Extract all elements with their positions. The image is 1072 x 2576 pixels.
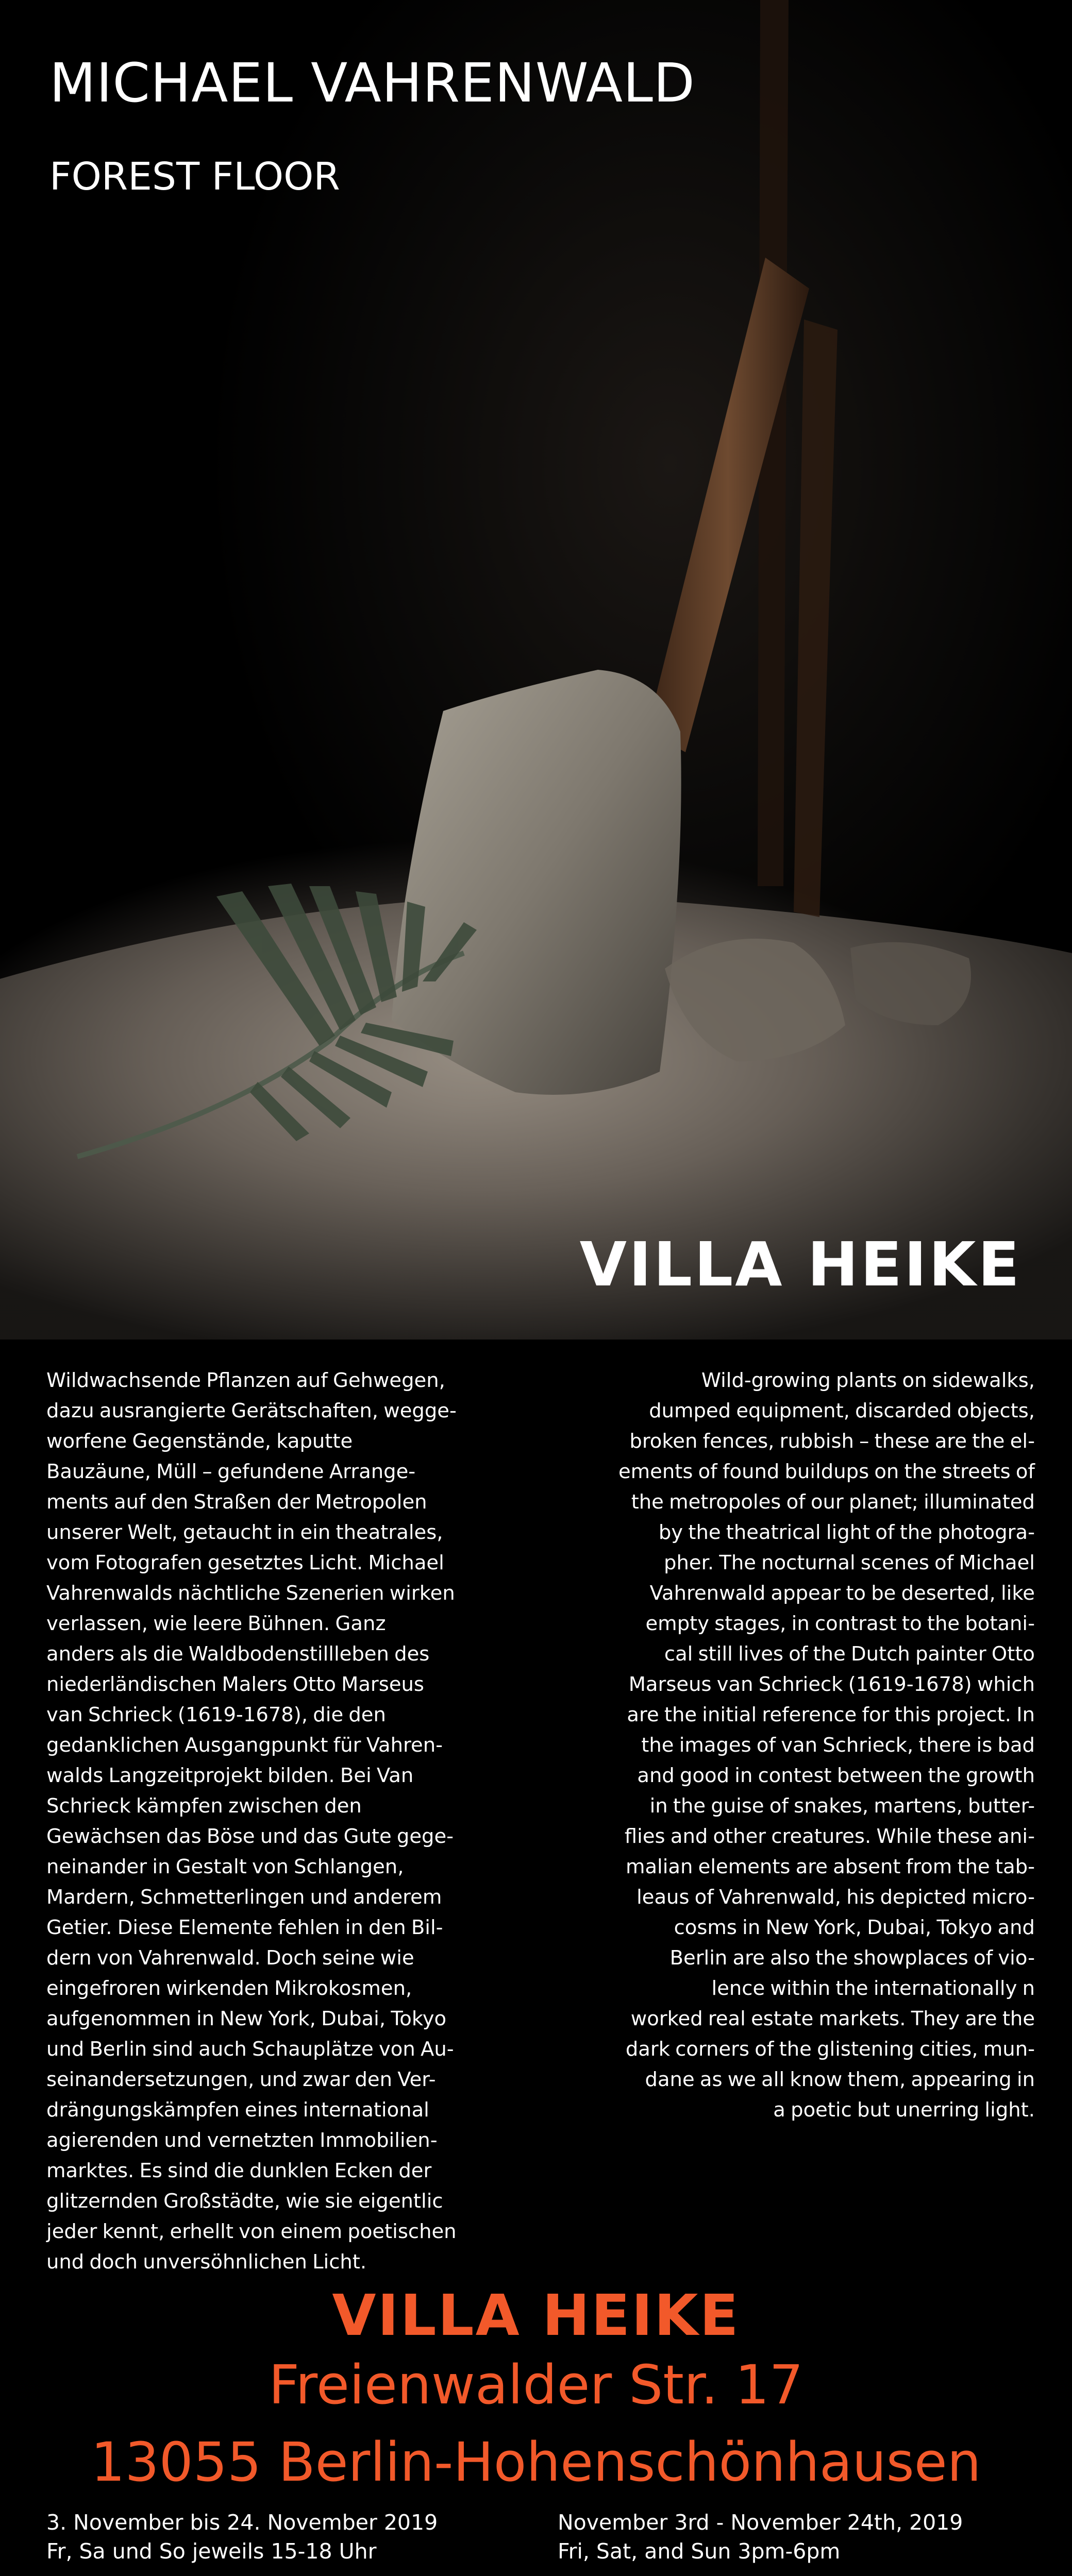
de-line: Vahrenwalds nächtliche Szenerien wirken [46,1582,455,1605]
de-line: agierenden und vernetzten Immobilien- [46,2129,438,2152]
en-line: worked real estate markets. They are the [630,2007,1035,2030]
de-line: worfene Gegenstände, kaputte [46,1430,353,1453]
period-en: November 3rd - November 24th, 2019 [558,2510,963,2535]
de-line: und doch unversöhnlichen Licht. [46,2250,367,2274]
en-line: Wild-growing plants on sidewalks, [701,1369,1035,1392]
de-line: glitzernden Großstädte, wie sie eigentlic [46,2190,443,2213]
de-line: marktes. Es sind die dunklen Ecken der [46,2159,432,2182]
venue-name: VILLA HEIKE [332,2282,740,2348]
en-line: Marseus van Schrieck (1619-1678) which [628,1673,1035,1696]
de-line: eingefroren wirkenden Mikrokosmen, [46,1977,412,2000]
de-line: jeder kennt, erhellt von einem poetischen [46,2220,457,2243]
en-line: in the guise of snakes, martens, butter- [649,1794,1035,1818]
de-line: ments auf den Straßen der Metropolen [46,1490,427,1514]
en-line: by the theatrical light of the photogra- [658,1521,1035,1544]
de-line: neinander in Gestalt von Schlangen, [46,1855,404,1878]
english-text-column [556,1365,1035,2125]
en-line: cal still lives of the Dutch painter Otto [664,1642,1035,1666]
de-line: und Berlin sind auch Schauplätze von Au- [46,2038,454,2061]
en-line: Berlin are also the showplaces of vio- [669,1946,1035,1970]
en-line: a poetic but unerring light. [773,2098,1035,2122]
de-line: van Schrieck (1619-1678), die den [46,1703,386,1726]
en-line: empty stages, in contrast to the botani- [645,1612,1035,1635]
venue-overlay: VILLA HEIKE [579,1229,1021,1300]
en-line: dane as we all know them, appearing in [645,2068,1035,2091]
de-line: Schrieck kämpfen zwischen den [46,1794,362,1818]
de-line: drängungskämpfen eines international [46,2098,429,2122]
en-line: pher. The nocturnal scenes of Michael [664,1551,1035,1574]
en-line: flies and other creatures. While these ani- [624,1825,1035,1848]
de-line: aufgenommen in New York, Dubai, Tokyo [46,2007,447,2030]
en-line: ements of found buildups on the streets of [618,1460,1035,1483]
de-line: verlassen, wie leere Bühnen. Ganz [46,1612,386,1635]
hours-en: Fri, Sat, and Sun 3pm-6pm [558,2539,841,2564]
de-line: seinandersetzungen, und zwar den Ver- [46,2068,436,2091]
venue-street: Freienwalder Str. 17 [269,2353,803,2416]
de-line: gedanklichen Ausgangpunkt für Vahren- [46,1734,443,1757]
de-line: Getier. Diese Elemente fehlen in den Bil- [46,1916,443,1939]
de-line: vom Fotografen gesetztes Licht. Michael [46,1551,444,1574]
dates-german [46,2508,479,2576]
en-line: cosms in New York, Dubai, Tokyo and [674,1916,1035,1939]
de-line: Mardern, Schmetterlingen und anderem [46,1886,442,1909]
en-line: and good in contest between the growth [637,1764,1035,1787]
de-line: dern von Vahrenwald. Doch seine wie [46,1946,414,1970]
en-line: malian elements are absent from the tab- [625,1855,1035,1878]
en-line: Vahrenwald appear to be deserted, like [649,1582,1035,1605]
period-de: 3. November bis 24. November 2019 [46,2510,438,2535]
de-line: Gewächsen das Böse und das Gute gege- [46,1825,454,1848]
exhibition-title: FOREST FLOOR [49,155,340,199]
de-line: anders als die Waldbodenstillleben des [46,1642,430,1666]
hours-de: Fr, Sa und So jeweils 15-18 Uhr [46,2539,377,2564]
en-line: leaus of Vahrenwald, his depicted micro- [636,1886,1035,1909]
en-line: the images of van Schrieck, there is bad [641,1734,1035,1757]
en-line: broken fences, rubbish – these are the el- [629,1430,1035,1453]
en-line: are the initial reference for this project. In [627,1703,1035,1726]
artist-name: MICHAEL VAHRENWALD [49,52,695,114]
de-line: niederländischen Malers Otto Marseus [46,1673,424,1696]
en-line: lence within the internationally n [711,1977,1035,2000]
german-text-column [46,1365,526,2277]
en-line: the metropoles of our planet; illuminated [631,1490,1035,1514]
en-line: dumped equipment, discarded objects, [649,1399,1035,1422]
venue-city: 13055 Berlin-Hohenschönhausen [91,2431,981,2494]
de-line: dazu ausrangierte Gerätschaften, wegge- [46,1399,457,1422]
dates-english [558,2508,963,2576]
en-line: dark corners of the glistening cities, mun- [625,2038,1035,2061]
de-line: Wildwachsende Pflanzen auf Gehwegen, [46,1369,445,1392]
de-line: unserer Welt, getaucht in ein theatrales, [46,1521,443,1544]
de-line: Bauzäune, Müll – gefundene Arrange- [46,1460,416,1483]
de-line: walds Langzeitprojekt bilden. Bei Van [46,1764,414,1787]
